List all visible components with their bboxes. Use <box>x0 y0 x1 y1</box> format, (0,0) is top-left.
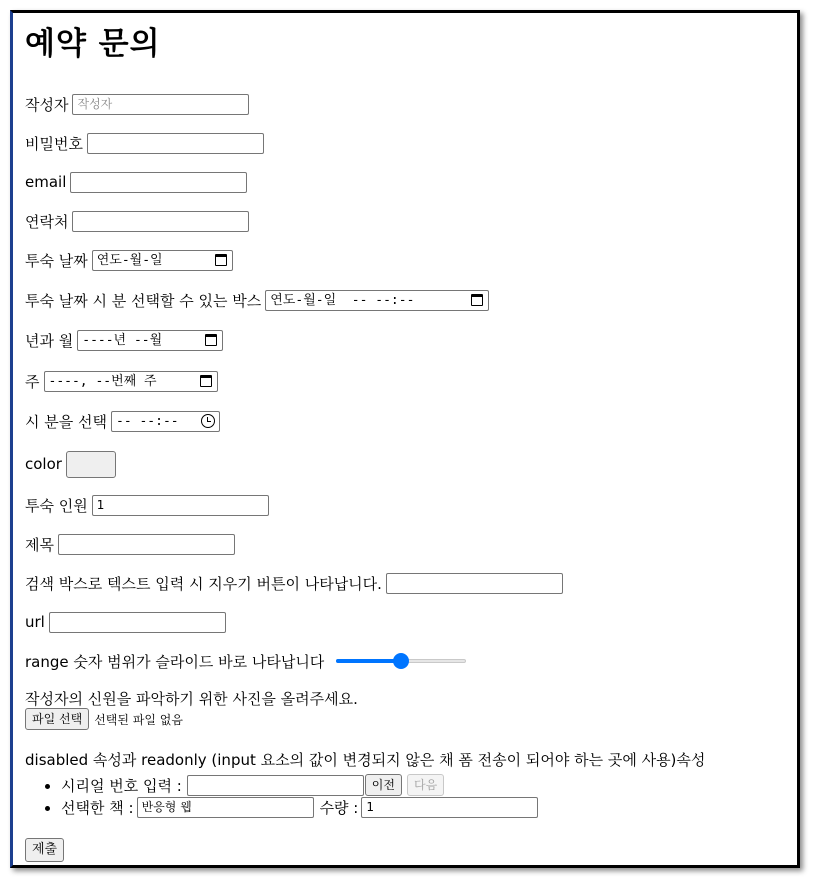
file-select-button[interactable]: 파일 선택 <box>25 708 89 730</box>
qty-label: 수량 : <box>319 799 359 817</box>
author-input[interactable]: 작성자 <box>72 94 249 115</box>
color-label: color <box>25 455 62 473</box>
contact-label: 연락처 <box>25 212 69 231</box>
year-month-input[interactable]: ----년 --월 <box>77 330 223 351</box>
week-label: 주 <box>25 372 40 391</box>
calendar-icon[interactable] <box>205 334 217 346</box>
guests-label: 투숙 인원 <box>25 496 88 515</box>
author-row <box>25 92 249 116</box>
time-input[interactable]: -- --:-- <box>111 411 220 432</box>
photo-label: 작성자의 신원을 파악하기 위한 사진을 올려주세요. <box>25 689 358 708</box>
calendar-icon[interactable] <box>200 375 212 387</box>
search-input[interactable] <box>386 573 563 594</box>
range-slider[interactable] <box>336 653 466 669</box>
page-frame <box>10 10 800 868</box>
color-row <box>25 449 116 479</box>
stay-date-label: 투숙 날짜 <box>25 251 88 270</box>
email-label: email <box>25 173 67 191</box>
photo-row <box>25 707 183 731</box>
attr-note: disabled 속성과 readonly (input 요소의 값이 변경되지 않은 채 폼 전송이 되어야 하는 곳에 사용)속성 <box>25 750 706 769</box>
time-row <box>25 409 220 433</box>
list-item <box>61 797 538 820</box>
password-label: 비밀번호 <box>25 134 83 153</box>
serial-input[interactable] <box>187 775 364 796</box>
search-label: 검색 박스로 텍스트 입력 시 지우기 버튼이 나타납니다. <box>25 574 382 593</box>
guests-input[interactable]: 1 <box>92 495 269 516</box>
url-row <box>25 610 226 634</box>
submit-button[interactable]: 제출 <box>25 838 64 862</box>
search-row <box>25 571 563 595</box>
range-row <box>25 649 466 673</box>
year-month-row <box>25 328 223 352</box>
range-label: range 숫자 범위가 슬라이드 바로 나타납니다 <box>25 652 325 671</box>
subject-label: 제목 <box>25 535 54 554</box>
stay-datetime-label: 투숙 날짜 시 분 선택할 수 있는 박스 <box>25 291 262 310</box>
stay-datetime-row <box>25 288 489 312</box>
list-item <box>61 774 538 797</box>
color-picker[interactable] <box>66 451 116 478</box>
stay-date-input[interactable]: 연도-월-일 <box>92 250 233 271</box>
attr-note-row <box>25 747 705 771</box>
guests-row <box>25 493 269 517</box>
serial-label: • 시리얼 번호 입력 : <box>61 776 182 795</box>
password-row <box>25 131 264 155</box>
book-label: • 선택한 책 : <box>61 799 134 817</box>
file-status: 선택된 파일 없음 <box>94 712 183 727</box>
page-title: 예약 문의 <box>25 26 161 62</box>
book-input: 반응형 웹 <box>137 797 314 818</box>
contact-row <box>25 209 249 233</box>
qty-input[interactable]: 1 <box>361 797 538 818</box>
attr-list <box>25 774 538 820</box>
password-input[interactable] <box>87 133 264 154</box>
subject-row <box>25 532 235 556</box>
calendar-icon[interactable] <box>215 254 227 266</box>
week-input[interactable]: ----, --번째 주 <box>44 371 218 392</box>
next-button: 다음 <box>407 774 444 796</box>
clock-icon[interactable] <box>201 414 215 428</box>
email-row <box>25 170 247 194</box>
range-fill <box>336 659 401 663</box>
prev-button[interactable]: 이전 <box>365 774 402 796</box>
contact-input[interactable] <box>72 211 249 232</box>
url-input[interactable] <box>49 612 226 633</box>
submit-row <box>25 838 64 862</box>
email-input[interactable] <box>70 172 247 193</box>
stay-date-row <box>25 248 233 272</box>
week-row <box>25 369 218 393</box>
subject-input[interactable] <box>58 534 235 555</box>
author-label: 작성자 <box>25 95 69 114</box>
calendar-icon[interactable] <box>471 294 483 306</box>
year-month-label: 년과 월 <box>25 331 74 350</box>
url-label: url <box>25 613 45 631</box>
time-label: 시 분을 선택 <box>25 412 107 431</box>
range-thumb[interactable] <box>393 653 409 669</box>
stay-datetime-input[interactable]: 연도-월-일 -- --:-- <box>265 290 489 311</box>
